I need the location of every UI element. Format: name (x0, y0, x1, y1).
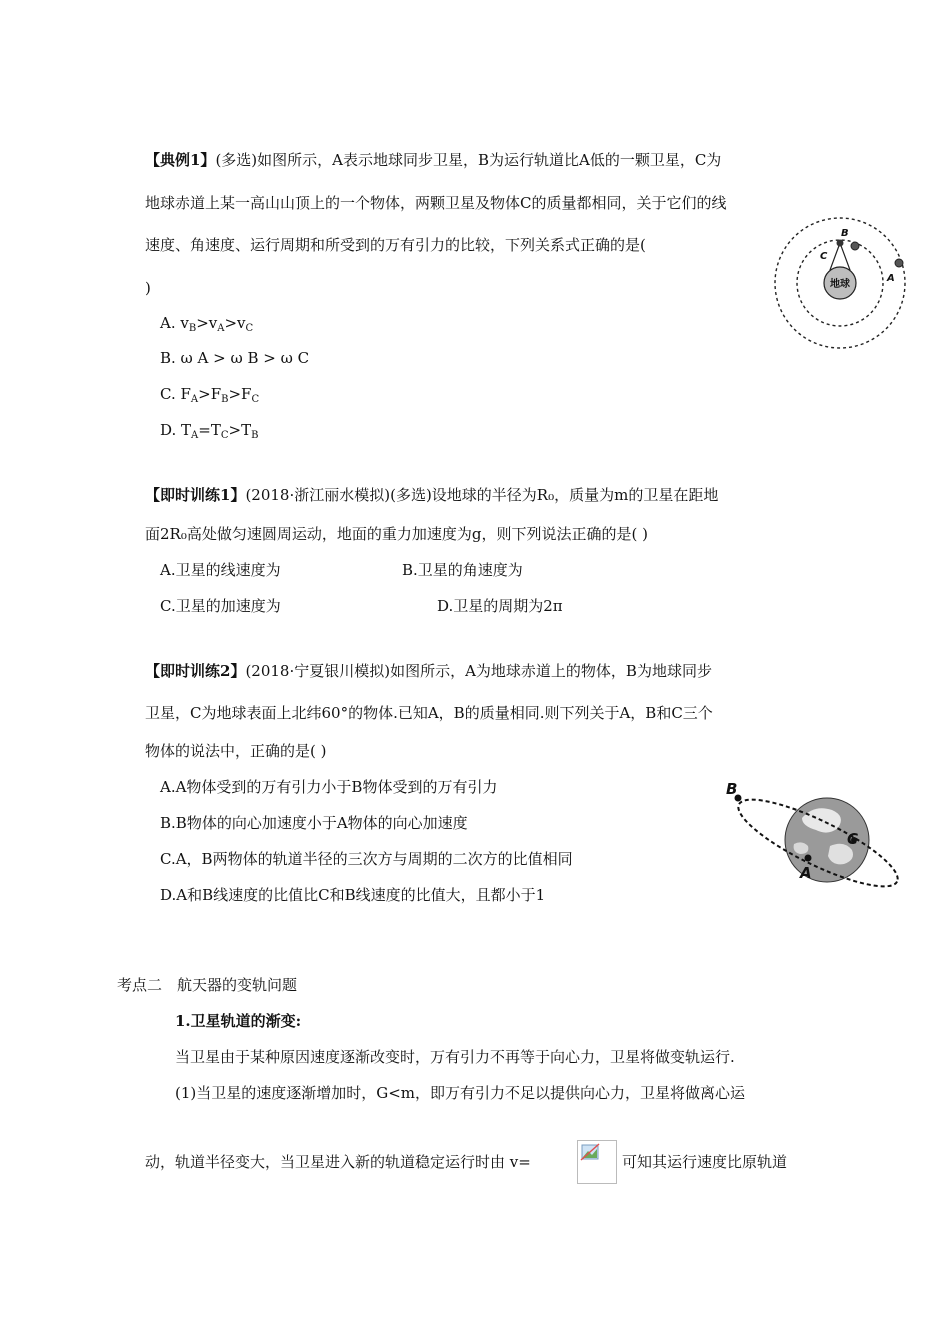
training2-tag: 【即时训练2】 (145, 662, 246, 680)
broken-image-icon (578, 1141, 616, 1183)
training2-line1: 【即时训练2】(2018·宁夏银川模拟)如图所示，A为地球赤道上的物体，B为地球同步 (145, 662, 712, 680)
example1-line2: 地球赤道上某一高山山顶上的一个物体，两颗卫星及物体C的质量都相同，关于它们的线 (145, 194, 727, 212)
training2-line2: 卫星，C为地球表面上北纬60°的物体.已知A，B的质量相同.则下列关于A，B和C三个 (145, 704, 713, 722)
earth-label: 地球 (830, 279, 850, 290)
example1-line4: ) (145, 279, 151, 297)
label-a: A (887, 273, 895, 284)
earth-orbit-diagram (722, 778, 907, 898)
example1-option-b: B. ω A > ω B > ω C (160, 349, 310, 367)
label-c: C (820, 251, 828, 262)
broken-formula-image (577, 1140, 617, 1184)
training2-option-c: C.A，B两物体的轨道半径的三次方与周期的二次方的比值相同 (160, 850, 573, 868)
training2-option-a: A.A物体受到的万有引力小于B物体受到的万有引力 (160, 778, 498, 796)
training2-option-b: B.B物体的向心加速度小于A物体的向心加速度 (160, 814, 468, 832)
example1-option-d: D. $T_A=T_C>T_B$ (160, 421, 259, 441)
satellite-b (851, 242, 859, 250)
training1-tag: 【即时训练1】 (145, 486, 246, 504)
training1-option-d: D.卫星的周期为2π (437, 597, 563, 615)
paragraph-3-start: 动，轨道半径变大，当卫星进入新的轨道稳定运行时由 v= (145, 1153, 531, 1171)
label-a: A (800, 864, 812, 882)
object-c-dot (837, 240, 844, 247)
subsection-heading: 1.卫星轨道的渐变: (175, 1012, 302, 1030)
training1-option-b: B.卫星的角速度为 (402, 561, 523, 579)
example1-option-c: C. $F_A>F_B>F_C$ (160, 385, 260, 405)
satellite-a (895, 259, 903, 267)
paragraph-2: (1)当卫星的速度逐渐增加时，G<m，即万有引力不足以提供向心力，卫星将做离心运 (175, 1084, 746, 1102)
example1-option-a: A. $v_B>v_A>v_C$ (160, 314, 254, 334)
label-b: B (841, 228, 849, 239)
training1-line1: 【即时训练1】(2018·浙江丽水模拟)(多选)设地球的半径为R₀，质量为m的卫星在距地 (145, 486, 719, 504)
example1-tag: 【典例1】 (145, 151, 216, 169)
training1-option-c: C.卫星的加速度为 (160, 597, 281, 615)
training1-line2: 面2R₀高处做匀速圆周运动，地面的重力加速度为g，则下列说法正确的是( ) (145, 525, 648, 543)
example1-line1: 【典例1】(多选)如图所示，A表示地球同步卫星，B为运行轨道比A低的一颗卫星，C为 (145, 151, 722, 169)
label-c: C (847, 830, 859, 848)
training2-line3: 物体的说法中，正确的是( ) (145, 742, 327, 760)
orbit-diagram (772, 210, 917, 350)
section-title: 考点二 航天器的变轨问题 (117, 976, 298, 994)
training1-option-a: A.卫星的线速度为 (160, 561, 281, 579)
paragraph-3-end: 可知其运行速度比原轨道 (622, 1153, 788, 1171)
point-a (805, 855, 812, 862)
example1-line3: 速度、角速度、运行周期和所受到的万有引力的比较，下列关系式正确的是( (145, 236, 646, 254)
label-b: B (726, 780, 738, 798)
paragraph-1: 当卫星由于某种原因速度逐渐改变时，万有引力不再等于向心力，卫星将做变轨运行. (175, 1048, 735, 1066)
training2-option-d: D.A和B线速度的比值比C和B线速度的比值大，且都小于1 (160, 886, 546, 904)
